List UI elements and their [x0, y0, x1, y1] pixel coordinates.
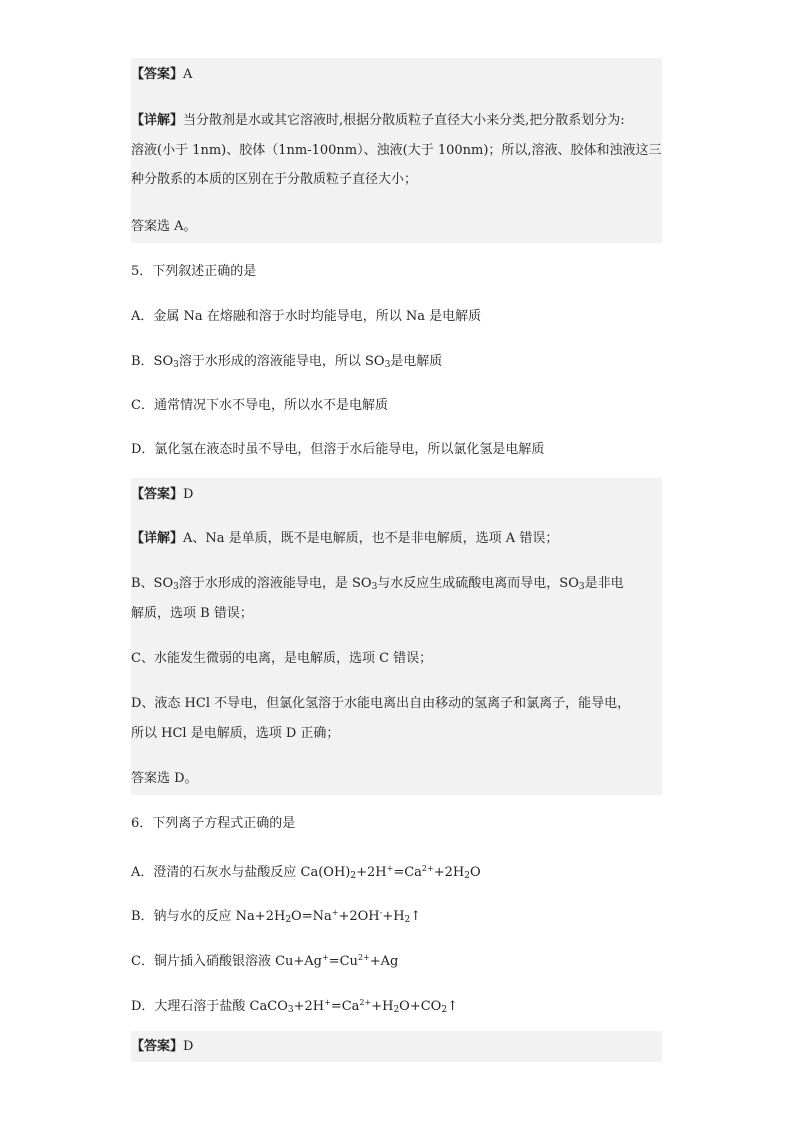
q4-answer: 【答案】A [131, 67, 193, 82]
q6-answer-box [131, 1031, 662, 1062]
q6-answer: 【答案】D [131, 1039, 194, 1054]
q5-detail-b: B、$SO_3$溶于水形成的溶液能导电，是 $SO_3$与水反应生成硫酸电离而导电，$SO_3$是非电 [131, 576, 624, 592]
q5-option-c: C．通常情况下水不导电，所以水不是电解质 [131, 398, 388, 413]
q6-option-d: D．大理石溶于盐酸 $CaCO_3+2H^+=Ca^{2+}+H_2O+CO_2↑$ [131, 998, 458, 1015]
q6-option-c: C．铜片插入硝酸银溶液 $Cu+Ag^+=Cu^{2+}+Ag$ [131, 953, 399, 969]
q4-final: 答案选 A。 [131, 219, 197, 234]
q5-stem: 5．下列叙述正确的是 [131, 264, 257, 279]
q5-detail-b-cont: 解质，选项 B 错误； [131, 606, 253, 621]
q4-detail-line1: 【详解】当分散剂是水或其它溶液时,根据分散质粒子直径大小来分类,把分散系划分为: [131, 113, 625, 128]
q5-detail-a: 【详解】A、Na 是单质，既不是电解质，也不是非电解质，选项 A 错误； [131, 531, 559, 546]
q5-detail-d: D、液态 HCl 不导电，但氯化氢溶于水能电离出自由移动的氢离子和氯离子，能导电， [131, 696, 631, 711]
q6-stem: 6．下列离子方程式正确的是 [131, 816, 296, 831]
q5-option-b: B．$SO_3$溶于水形成的溶液能导电，所以 $SO_3$是电解质 [131, 354, 443, 370]
q5-option-d: D．氯化氢在液态时虽不导电，但溶于水后能导电，所以氯化氢是电解质 [131, 442, 545, 457]
q6-option-a: A．澄清的石灰水与盐酸反应 $Ca(OH)_2+2H^+=Ca^{2+}+2H_2O$ [131, 864, 481, 881]
q4-detail-line2: 溶液(小于 1nm)、胶体（1nm-100nm）、浊液(大于 100nm)；所以,溶液、胶体和浊液这三 [131, 143, 662, 158]
q5-detail-d-cont: 所以 HCl 是电解质，选项 D 正确； [131, 726, 340, 741]
q5-answer: 【答案】D [131, 487, 194, 502]
q6-option-b: B．钠与水的反应 $Na+2H_2O=Na^++2OH^-+H_2↑$ [131, 908, 422, 925]
q5-final: 答案选 D。 [131, 771, 198, 786]
q5-detail-c: C、水能发生微弱的电离，是电解质，选项 C 错误； [131, 651, 433, 666]
q4-detail-line3: 种分散系的本质的区别在于分散质粒子直径大小； [131, 172, 418, 187]
q5-answer-box [131, 478, 662, 795]
q5-option-a: A．金属 Na 在熔融和溶于水时均能导电，所以 Na 是电解质 [131, 309, 482, 324]
